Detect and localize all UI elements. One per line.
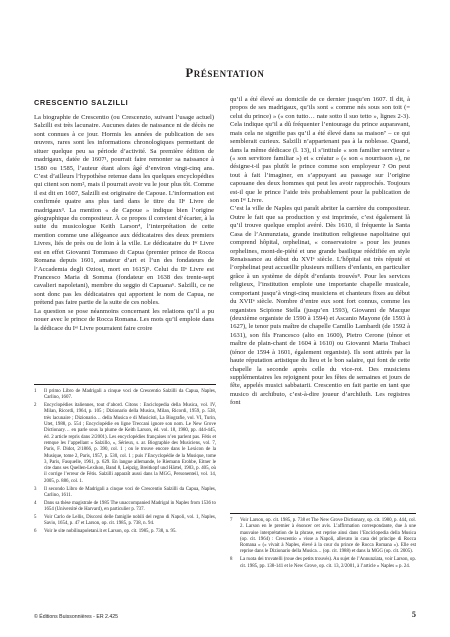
footnote-number: 6 — [34, 529, 37, 535]
footer-publisher: © Éditions Buissonnières - ER 2.425 — [34, 614, 118, 620]
page-number: 5 — [411, 610, 416, 619]
footnote-divider-right — [230, 513, 416, 514]
footnote-text: Voir Larson, op. cit. 1985, p. 738 et The New Grove Dictionary, op. cit. 1980, p. 444, col. 2. Larson en le premier à énoncer cet avis. L’affirmation correspondante, due à une mauvaise interprétation de la phrase, est reprise ainsi dans l’Enciclopedia della Musica (op. cit. 1964) : Crescentio « visse a Napoli, allevato in casa del principe di Rocca Romana » (« vivait à Naples, élevé à la cour du prince de Rocca Romana »). Elle est reprise dans le Dizionario della Musica… (op. cit. 1988) et dans la MGG (op. cit. 2005). — [240, 518, 416, 555]
footnotes-right — [230, 518, 416, 572]
footnote-4 — [34, 501, 216, 514]
footnote-3 — [34, 487, 216, 500]
footnote-7 — [230, 518, 416, 556]
footnote-8 — [230, 557, 416, 570]
footnote-2 — [34, 403, 216, 485]
footnote-1 — [34, 389, 216, 402]
right-column — [230, 96, 410, 408]
footnote-text: Voir Carlo de Lellis, Discorsi delle famiglie nobili del regno di Napoli, vol. 1, Naples, Savio, 1654, p. 47 et Larson, op. cit. 1985, p. 738, n. 94. — [44, 515, 216, 527]
footnote-text: Encyclopédies italiennes, tout d’abord. Citons : Enciclopedia della Musica, vol. IV, Milan, Ricordi, 1964, p. 105 ; Dizionario della Musica, Milan, Ricordi, 1959, p. 538, très lacunaire ; Dizionario… della Musica e di Musicisti, La Biografie, vol. VI, Turin, Utet, 1988, p. 554 ; Encyclopédie en ligne Treccani ignore son nom. Le New Grove Dictionary… en parle sous la plume de Keith Larson, éd. vol. 18, 1980, pp. 444-445, éd. 2 article repris dans 2/2001). Les encyclopédies françaises n’en parlent pas. Fétis et remque les l’appellant « Salzillo, », Sérieux, s. ar. Biographie des Musiciens, vol. 7, Paris, F. Didot, 2/1866, p. 390, col. 1 ; on le trouve encore dans le Lexicon de la Musique, tome 2, Paris, 1957, p. 530, col. 1 ; puis l’Encyclopédie de la Musique, tome 3, Paris, Fasquelle, 1961, p. 629. En langue allemande, le Riemann Erohbe, Eitner le cite dans ses Quellen-Lexikon, Band 8, Leipzig, Breitkopf und Härtel, 1903, p. 405, où il corrige l’erreur de Fétis. Salzilli apparaît aussi dans la MGG, Personenteil, vol. 14, 2005, p. 886, col. 1. — [44, 403, 216, 484]
footnote-number: 3 — [34, 486, 37, 492]
footnote-text: La ruota dei trovatelli (roue des petits trouvés). Au sujet de l’Annunziata, voir Larson, op. cit. 1985, pp. 138-141 et le New Grove, op. cit. 13, 2/2001, à l’article « Naples » p. 24. — [240, 557, 416, 569]
footnote-5 — [34, 515, 216, 528]
right-paragraph-1: qu’il a été élevé au domicile de ce dernier jusqu’en 1607. Il dit, à propos de ses madrigaux, qu’ils sont « comme nés sous son toit (= celui du prince) » (« con tutto… nate sotto il suo tetto », lignes 2-3). Cela indique qu’il a dû fréquenter l’entourage du prince auparavant, mais cela ne signifie pas qu’il a été élevé dans sa maison⁷ – ce qui semblerait curieux. Salzilli n’appartenant pas à la noblesse. Quand, dans la même dédicace (l. 13), il s’intitule « son familier serviteur » (« son servitore familiar ») et « créatur » (« son « nourrisson »), ne désigne-t-il pas plutôt le prince comme son employeur ? On peut tout à fait l’imaginer, en s’appuyant au passage sur l’origine capouane des deux hommes qui peut les avoir rapprochés. Toujours est-il que le prince l’aide très probablement pour la publication de son Iᵉʳ Livre. — [230, 96, 410, 205]
page-title: Présentation — [185, 66, 265, 80]
footnote-text: Voir le site nobilinapoletani.it et Larson, op. cit. 1985, p. 738, n. 95. — [44, 529, 177, 535]
footnote-6 — [34, 529, 216, 535]
section-heading: CRESCENTIO SALZILLI — [34, 98, 129, 107]
left-paragraph-1: La biographie de Crescentio (ou Crescenzio, suivant l’usage actuel) Salzilli est très lacunaire. Aucunes dates de naissance ni de décès ne sont connues à ce jour. Hormis les années de publication de ses œuvres, rares sont les informations chronologiques permettant de situer quelque peu sa période d’activité. Sa première édition de madrigaux, datée de 1607¹, pourrait faire remonter sa naissance à 1580 ou 1585, l’auteur étant alors âgé d’environ vingt-cinq ans. C’est d’ailleurs l’hypothèse retenue dans les quelques encyclopédies qui citent son nom², mais il pourrait avoir vu le jour plus tôt. Comme il est dit en 1607, Salzilli est originaire de Capoue. L’information est confirmée quatre ans plus tard dans le titre du IIᵉ Livre de madrigaux³. La mention « de Capoue » indique bien l’origine géographique du compositeur. À ce propos il convient d’écarter, à la suite du musicologue Keith Larson⁴, l’interprétation de cette mention comme une allégeance aux dédicataires des deux premiers Livres, liés de près ou de loin à la ville. Le dédicataire du Iᵉʳ Livre est en effet Giovanni Tommaso di Capua (premier prince de Rocca Romana depuis 1601, amateur d’art et l’un des fondateurs de l’Accademia degli Oziosi, mort en 1615)⁵. Celui du IIᵉ Livre est Francesco Maria di Somma (fondateur en 1638 des trente-sept cavalieri napoletani), membre du seggio di Capuana⁶. Salzilli, ce ne sont donc pas les dédicataires qui apportent le nom de Capua, ne prétend pas faire partie de la suite de ces nobles. — [34, 114, 214, 307]
footnote-text: Il primo Libro de Madrigali a cinque voci de Crescentio Salzilli da Capua, Naples, Carlino, 1607. — [44, 389, 216, 401]
footnote-number: 5 — [34, 515, 37, 521]
footnote-number: 4 — [34, 500, 37, 506]
footnote-number: 2 — [34, 403, 37, 409]
footnote-text: Dans sa thèse magistrale de 1985 The unaccompanied Madrigal in Naples from 1536 to 1654 (Université de Harvard), en particulier p. 737. — [44, 500, 216, 513]
left-column — [34, 98, 214, 333]
footnote-number: 1 — [34, 389, 37, 394]
footnote-divider-left — [34, 384, 216, 385]
footnotes-left — [34, 389, 216, 537]
footnote-text: Il secondo Libro de Madrigali a cinque voci de Crescentio Salzilli da Capua, Naples, Carlino, 1611. — [44, 486, 216, 498]
left-paragraph-2: La question se pose néanmoins concernant les relations qu’il a pu nouer avec le prince de Rocca Romana. Les mots qu’il emploie dans la dédicace du Iᵉʳ Livre pourraient faire croire — [34, 307, 214, 332]
footnote-number: 8 — [230, 557, 233, 563]
right-paragraph-2: C’est la ville de Naples qui paraît abriter la carrière du compositeur. Outre le fait que sa production y est imprimée, c’est également là qu’il trouve quelque emploi avéré. Dès 1610, il fréquente la Santa Casa de l’Annunziata, grande institution religieuse napolitaine qui comprend hôpital, orphelinat, « conservatoire » pour les jeunes orphelines, mont-de-piété et une grande basilique réédifiée en style Renaissance au début du XVIᵉ siècle. L’hôpital est très réputé et l’orphelinat peut accueillir plusieurs milliers d’enfants, en particulier grâce à un système de dépôt d’enfants trouvés⁸. Pour les services religieux, l’institution emploie une importante chapelle musicale, comportant jusqu’à vingt-cinq musiciens et chanteurs fixes au début du XVIIᵉ siècle. Nombre d’entre eux sont fort connus, comme les organistes Scipione Stella (jusqu’en 1593), Giovanni de Macque (deuxième organiste de 1590 à 1594) et Ascanio Mayone (de 1593 à 1627), le tenor puis maître de chapelle Camillo Lambardi (de 1592 à 1631), son fils Francesco (alto en 1600), Pietro Cerone (ténor et maître de plain-chant de 1604 à 1610) ou Giovanni Maria Trabaci (ténor de 1594 à 1601, également organiste). Ils sont attirés par la haute réputation artistique du lieu et le bon salaire, qui font de cette chapelle la seconde après celle du vice-roi. Des musiciens supplémentaires les rejoignent pour les fêtes de semaines et jours de fête, appelés musici sabbatarii. Crescentio en fait partie en tant que musico di archibuto, c’est-à-dire joueur d’archiluth. Les registres font — [230, 205, 410, 407]
footnote-number: 7 — [230, 518, 233, 523]
